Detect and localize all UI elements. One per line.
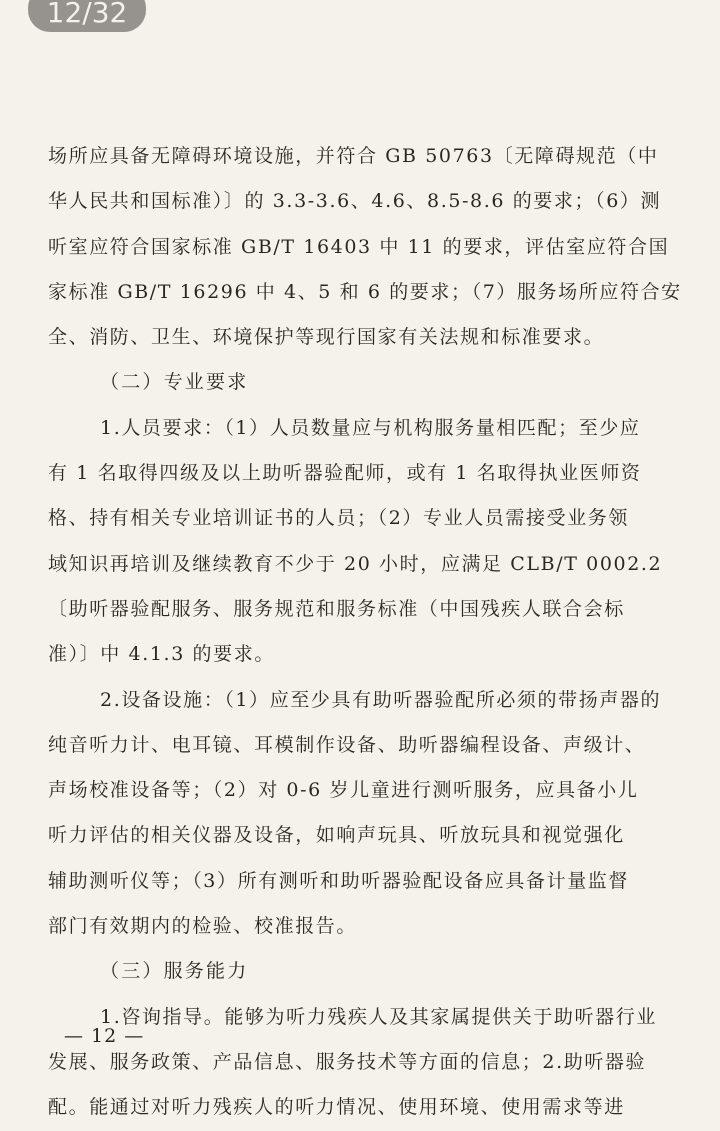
paragraph-first-line: 1.咨询指导。能够为听力残疾人及其家属提供关于助听器行业: [100, 1005, 657, 1028]
text-line: 听室应符合国家标准 GB/T 16403 中 11 的要求，评估室应符合国: [48, 235, 670, 258]
page-number-footer: — 12 —: [64, 1025, 145, 1047]
text-line: 辅助测听仪等；（3）所有测听和助听器验配设备应具备计量监督: [48, 869, 629, 892]
text-line: 听力评估的相关仪器及设备，如响声玩具、听放玩具和视觉强化: [48, 824, 625, 847]
text-line: 配。能通过对听力残疾人的听力情况、使用环境、使用需求等进: [48, 1096, 625, 1119]
section-heading: （三）服务能力: [100, 960, 249, 983]
document-body: [48, 134, 682, 1131]
text-line: 有 1 名取得四级及以上助听器验配师，或有 1 名取得执业医师资: [48, 462, 642, 485]
text-line: 域知识再培训及继续教育不少于 20 小时，应满足 CLB/T 0002.2: [48, 552, 663, 575]
text-line: 全、消防、卫生、环境保护等现行国家有关法规和标准要求。: [48, 326, 605, 349]
text-line: 纯音听力计、电耳镜、耳模制作设备、助听器编程设备、声级计、: [48, 733, 646, 756]
text-line: 格、持有相关专业培训证书的人员；（2）专业人员需接受业务领: [48, 507, 629, 530]
text-line: 部门有效期内的检验、校准报告。: [48, 915, 358, 938]
text-line: 发展、服务政策、产品信息、服务技术等方面的信息；2.助听器验: [48, 1050, 647, 1073]
text-line: 场所应具备无障碍环境设施，并符合 GB 50763〔无障碍规范（中: [48, 145, 659, 167]
text-line: 家标准 GB/T 16296 中 4、5 和 6 的要求；（7）服务场所应符合安: [48, 280, 682, 303]
text-line: 准）〕中 4.1.3 的要求。: [48, 643, 275, 666]
paragraph-first-line: 2.设备设施：（1）应至少具有助听器验配所必须的带扬声器的: [100, 688, 662, 711]
page-indicator-badge[interactable]: 12/32: [28, 0, 146, 32]
text-line: 〔助听器验配服务、服务规范和服务标准（中国残疾人联合会标: [48, 597, 625, 620]
paragraph-first-line: 1.人员要求：（1）人员数量应与机构服务量相匹配；至少应: [100, 416, 641, 439]
section-heading: （二）专业要求: [100, 371, 249, 394]
text-line: 华人民共和国标准）〕的 3.3-3.6、4.6、8.5-8.6 的要求；（6）测: [48, 190, 662, 213]
text-line: 声场校准设备等；（2）对 0-6 岁儿童进行测听服务，应具备小儿: [48, 779, 639, 802]
